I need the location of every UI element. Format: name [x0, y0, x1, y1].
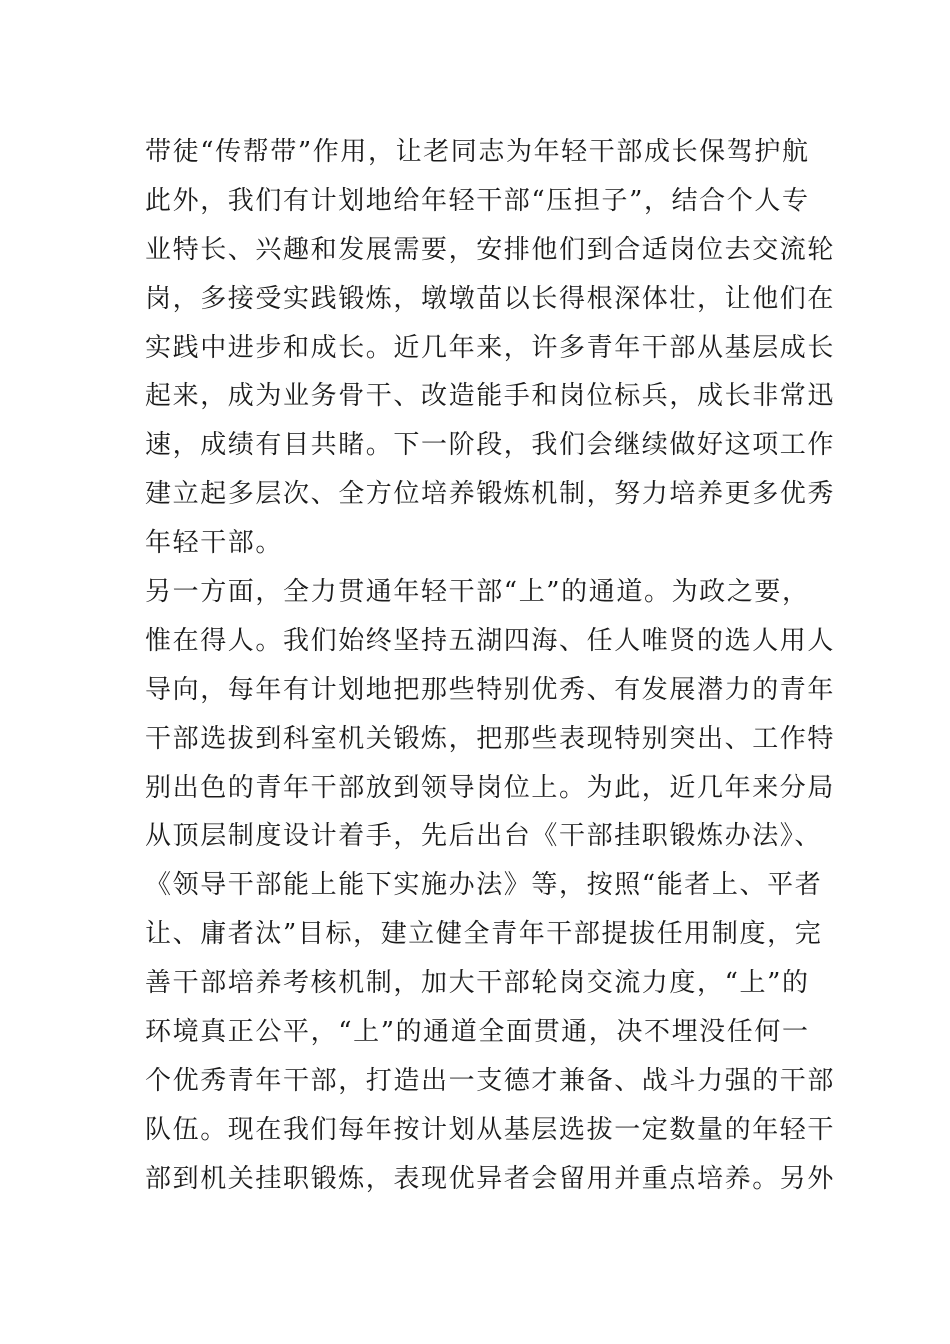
text-line: 业特长、兴趣和发展需要，安排他们到合适岗位去交流轮	[145, 234, 836, 265]
text-line: 建立起多层次、全方位培养锻炼机制，努力培养更多优秀	[145, 479, 836, 510]
text-line: 另一方面，全力贯通年轻干部“上”的通道。为政之要，	[145, 577, 810, 608]
text-line: 实践中进步和成长。近几年来，许多青年干部从基层成长	[145, 332, 836, 363]
text-line: 干部选拔到科室机关锻炼，把那些表现特别突出、工作特	[145, 723, 836, 754]
body-text	[145, 128, 836, 1204]
text-line: 此外，我们有计划地给年轻干部“压担子”，结合个人专	[145, 185, 810, 216]
text-line: 个优秀青年干部，打造出一支德才兼备、战斗力强的干部	[145, 1065, 836, 1096]
text-line: 速，成绩有目共睹。下一阶段，我们会继续做好这项工作	[145, 430, 836, 461]
text-line: 带徒“传帮带”作用，让老同志为年轻干部成长保驾护航	[145, 137, 810, 167]
text-line: 部到机关挂职锻炼，表现优异者会留用并重点培养。另外	[145, 1163, 836, 1194]
text-line: 善干部培养考核机制，加大干部轮岗交流力度，“上”的	[145, 968, 810, 999]
text-line: 环境真正公平，“上”的通道全面贯通，决不埋没任何一	[145, 1017, 810, 1048]
text-line: 别出色的青年干部放到领导岗位上。为此，近几年来分局	[145, 772, 836, 803]
text-line: 让、庸者汰”目标，建立健全青年干部提拔任用制度，完	[145, 919, 823, 950]
text-line: 惟在得人。我们始终坚持五湖四海、任人唯贤的选人用人	[145, 625, 836, 656]
text-line: 《领导干部能上能下实施办法》等，按照“能者上、平者	[145, 870, 823, 901]
text-line: 从顶层制度设计着手，先后出台《干部挂职锻炼办法》、	[145, 821, 823, 852]
text-line: 导向，每年有计划地把那些特别优秀、有发展潜力的青年	[145, 674, 836, 705]
text-line: 年轻干部。	[145, 528, 284, 559]
text-line: 队伍。现在我们每年按计划从基层选拔一定数量的年轻干	[145, 1114, 836, 1145]
text-line: 起来，成为业务骨干、改造能手和岗位标兵，成长非常迅	[145, 381, 836, 412]
text-line: 岗，多接受实践锻炼，墩墩苗以长得根深体壮，让他们在	[145, 283, 836, 314]
